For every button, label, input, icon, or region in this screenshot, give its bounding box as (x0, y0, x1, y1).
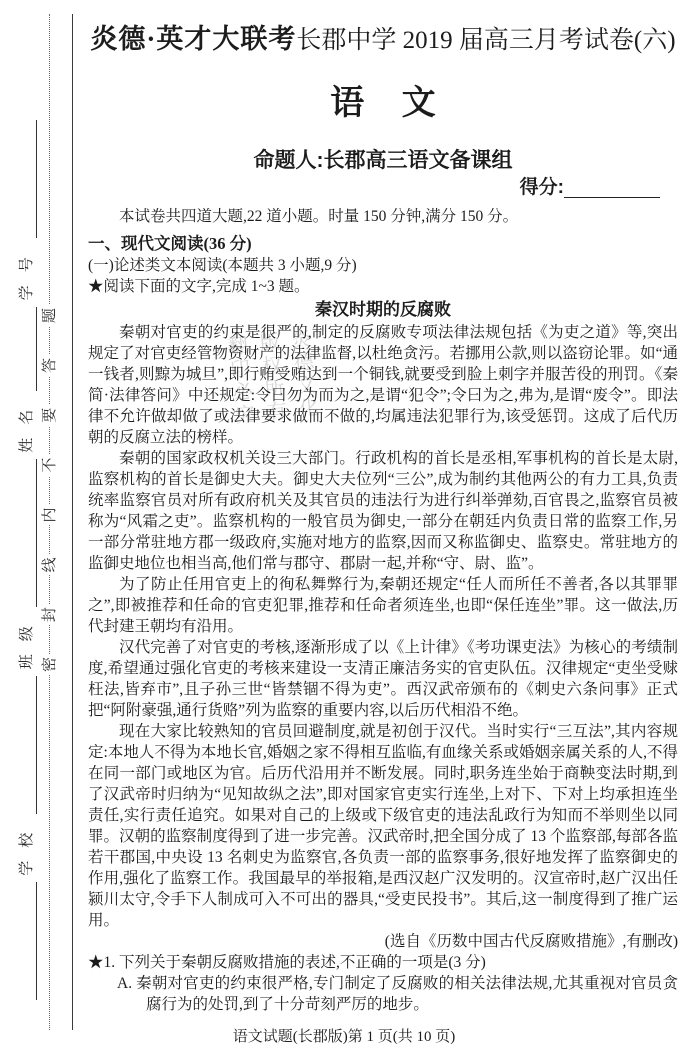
main-content (88, 0, 678, 1015)
page-footer: 语文试题(长郡版)第 1 页(共 10 页) (232, 1029, 456, 1045)
seal-char: 线 (42, 554, 59, 575)
score-blank-line (564, 179, 660, 198)
passage-attribution: (选自《历数中国古代反腐败措施》,有删改) (384, 933, 678, 950)
seal-char: 密 (42, 654, 59, 675)
passage-paragraph: 秦朝对官吏的约束是很严的,制定的反腐败专项法律法规包括《为吏之道》等,突出规定了对官吏经管物资财产的法律监督,以杜绝贪污。若挪用公款,则以盗窃论罪。如“通一钱者,则黥为城旦”,即行贿受贿达到一个铜钱,就要受到脸上刺字并服苦役的刑罚。《秦简·法律答问》中还规定:令曰勿为而为之,是谓“犯令”;令曰为之,弗为,是谓“废令”。即法律不允许做却做了或法律要求做而不做的,均属违法犯罪行为,该受惩罚。这成了后代历朝的反腐立法的榜样。 (88, 324, 678, 446)
question-1 (88, 952, 678, 973)
passage-paragraph: 为了防止任用官吏上的徇私舞弊行为,秦朝还规定“任人而所任不善者,各以其罪罪之”,即被推荐和任命的官吏犯罪,推荐和任命者须连坐,也即“保任连坐”罪。这一做法,历代封建王朝均有沿用。 (88, 576, 678, 635)
exam-title-rest: 长郡中学 2019 届高三月考试卷(六) (296, 27, 676, 54)
seal-char: 答 (42, 355, 59, 376)
passage-paragraph: 秦朝的国家政权机关设三大部门。行政机构的首长是丞相,军事机构的首长是太尉,监察机构的首长是御史大夫。御史大夫位列“三公”,成为制约其他两公的有力工具,负责统率监察官员对所有政府机关及其官员的违法行为进行纠举弹劾,百官畏之,监察官员被称为“风霜之吏”。监察机构的一般官员为御史,一部分在朝廷内负责日常的监察工作,另一部分常驻地方郡一级政府,实施对地方的监察,因而又称监御史、监察史。常驻地方的监御史地位也相当高,他们常与郡守、郡尉一起,并称“守、尉、监”。 (88, 450, 678, 572)
field-label-school: 学校 (18, 819, 35, 876)
score-label: 得分: (519, 177, 564, 198)
field-label-class: 班级 (18, 613, 35, 670)
question-1-label: ★1. (88, 954, 116, 971)
section-heading-text: 一、现代文阅读 (88, 235, 204, 253)
question-1-text: 下列关于秦朝反腐败措施的表述,不正确的一项是(3 分) (119, 954, 486, 971)
trailing-blank-line (17, 120, 37, 238)
question-1-option-a (88, 973, 678, 1015)
school-blank-line (17, 882, 37, 1000)
subsection-heading: (一)论述类文本阅读(本题共 3 小题,9 分) (88, 257, 357, 274)
seal-char: 题 (42, 305, 59, 326)
class-blank-line (17, 676, 37, 814)
reading-instruction: ★阅读下面的文字,完成 1~3 题。 (88, 278, 310, 295)
section-heading (88, 233, 678, 255)
passage-title: 秦汉时期的反腐败 (315, 300, 451, 319)
option-a-label: A. (117, 975, 133, 992)
student-id-blank-line (17, 307, 37, 391)
subject-title: 语文 (330, 84, 474, 122)
watermark-line: 版权所有 (255, 331, 287, 425)
seal-border-line (72, 14, 73, 1030)
seal-warning-text (39, 305, 61, 675)
watermark-line: 翻印必究 (223, 334, 255, 429)
exam-info-line: 本试卷共四道大题,22 道小题。时量 150 分钟,满分 150 分。 (119, 208, 519, 225)
section-points: (36 分) (203, 234, 252, 253)
field-label-student-id: 学号 (18, 244, 35, 301)
seal-char: 要 (42, 405, 59, 426)
setter-line: 命题人:长郡高三语文备课组 (253, 149, 513, 172)
option-a-text: 秦朝对官吏的约束很严格,专门制定了反腐败的相关法律法规,尤其重视对官员贪腐行为的处罚,到了十分苛刻严厉的地步。 (136, 975, 678, 1013)
exam-brand-title: 炎德·英才大联考 (90, 24, 297, 54)
seal-char: 不 (42, 455, 59, 476)
seal-char: 封 (42, 604, 59, 625)
passage-paragraph: 汉代完善了对官吏的考核,逐渐形成了以《上计律》《考功课吏法》为核心的考绩制度,希望通过强化官吏的考核来建设一支清正廉洁务实的官吏队伍。汉律规定“吏坐受赇枉法,皆弃市”,且子孙三世“皆禁锢不得为吏”。西汉武帝颁布的《刺史六条问事》正式把“阿附豪强,通行货赂”列为监察的重要内容,以后历代相沿不绝。 (88, 639, 678, 719)
seal-char: 内 (42, 504, 59, 525)
student-info-fields (14, 120, 40, 1000)
field-label-name: 姓名 (18, 396, 35, 453)
watermark-line: 炎德文化 (287, 327, 319, 422)
exam-title-line (88, 22, 678, 61)
name-blank-line (17, 459, 37, 607)
score-row (88, 178, 678, 198)
passage-paragraph: 现在大家比较熟知的官员回避制度,就是初创于汉代。当时实行“三互法”,其内容规定:本地人不得为本地长官,婚姻之家不得相互监临,有血缘关系或婚姻亲属关系的人,不得在同一部门或地区为官。后历代沿用并不断发展。同时,职务连坐始于商鞅变法时期,到了汉武帝时归纳为“见知故纵之法”,即对国家官吏实行连坐,上对下、下对上均承担连坐责任,实行责任追究。如果对自己的上级或下级官吏的违法乱政行为知而不举则坐以同罪。汉朝的监察制度得到了进一步完善。汉武帝时,把全国分成了 13 个监察部,每部各监若干郡国,中央设 13 名刺史为监察官,各负责一部的监察事务,很好地发挥了监察御史的作用,强化了监察工作。我国最早的举报箱,是西汉赵广汉发明的。汉宣帝时,赵广汉出任颍川太守,令手下人制成可入不可出的器具,“受吏民投书”。其后,这一制度得到了推广运用。 (88, 723, 678, 929)
